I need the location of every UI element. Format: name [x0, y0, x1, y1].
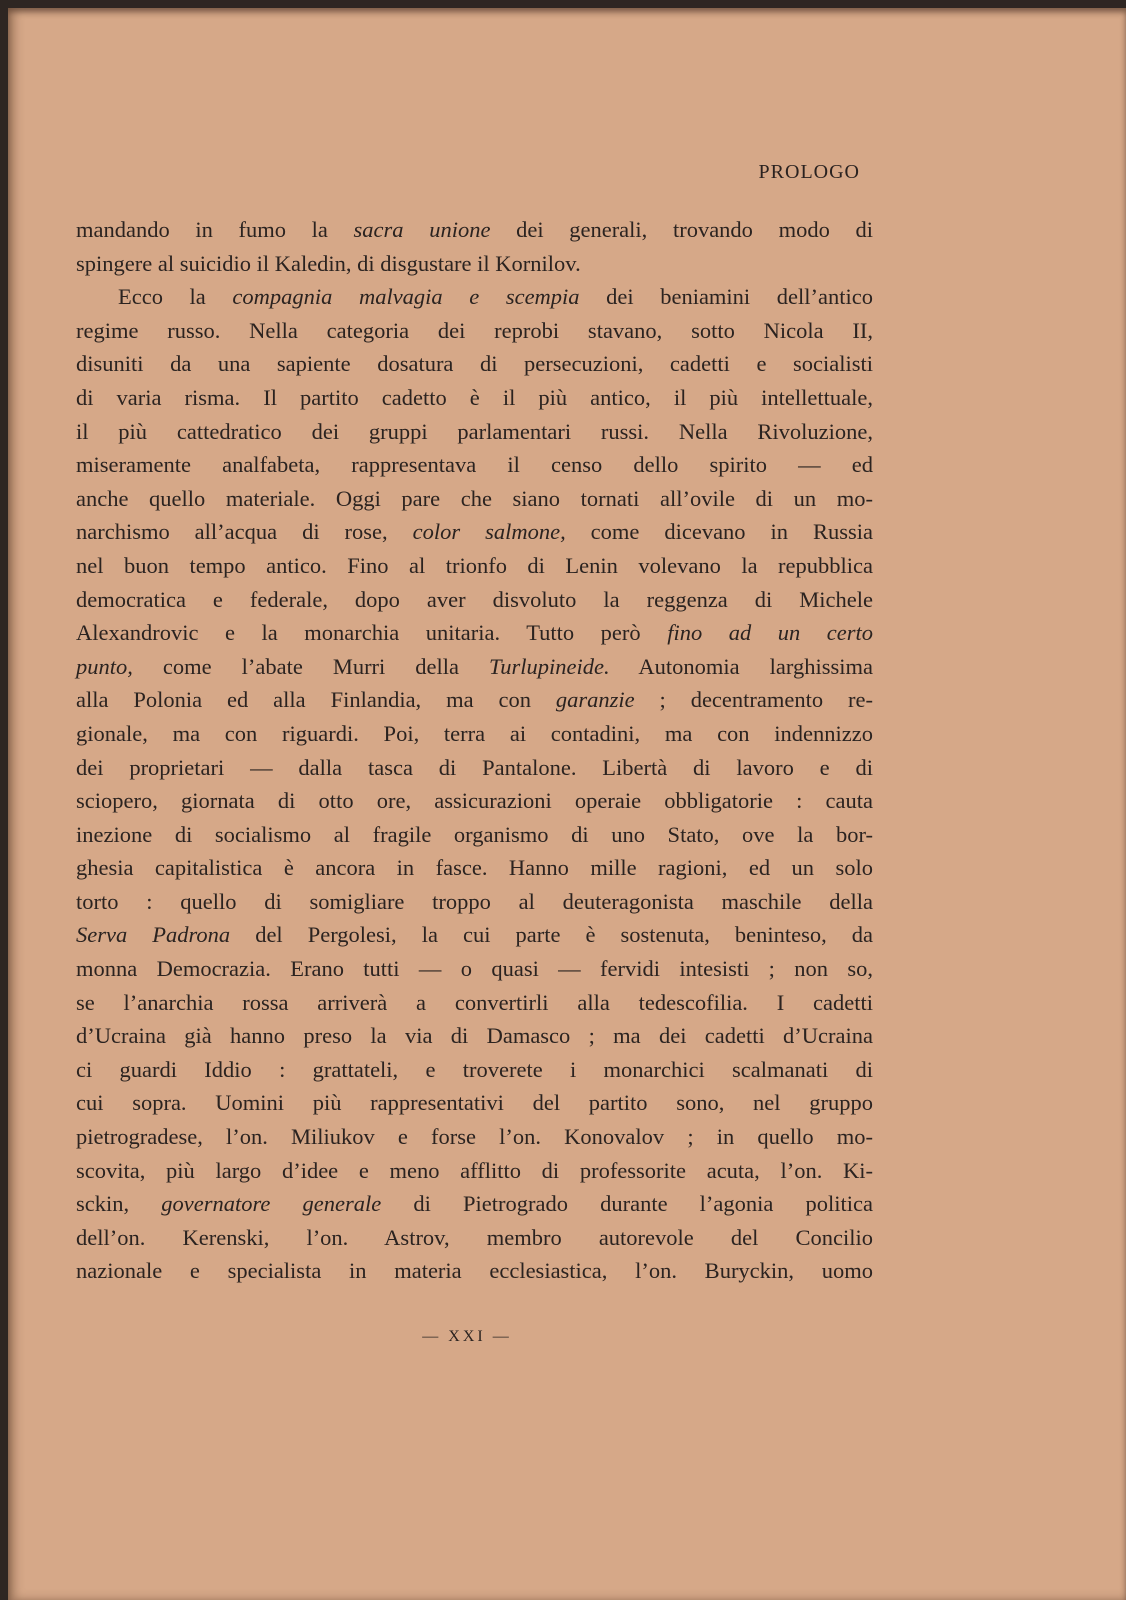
text-run: Ecco la	[118, 284, 233, 310]
text-run: democratica e federale, dopo aver disvoluto la reggenza di Michele	[76, 586, 873, 612]
text-run: torto : quello di somigliare troppo al deuteragonista maschile della	[76, 888, 873, 914]
book-page	[8, 8, 1126, 1600]
text-line	[76, 1154, 873, 1188]
text-line	[76, 347, 873, 381]
text-line	[76, 1086, 873, 1120]
text-line	[76, 784, 873, 818]
text-run: di varia risma. Il partito cadetto è il più antico, il più intellettuale,	[76, 384, 873, 410]
text-line	[76, 448, 873, 482]
italic-phrase: Turlupineide.	[489, 653, 610, 679]
text-line	[76, 683, 873, 717]
text-run: dei beniamini dell’antico	[579, 284, 873, 310]
text-run: nel buon tempo antico. Fino al trionfo di Lenin volevano la repubblica	[76, 552, 873, 578]
text-run: come dicevano in Russia	[565, 519, 873, 545]
text-run: ghesia capitalistica è ancora in fasce. Hanno mille ragioni, ed un solo	[76, 855, 873, 881]
text-line	[76, 381, 873, 415]
text-line	[76, 1187, 873, 1221]
italic-phrase: punto,	[76, 653, 133, 679]
text-line	[76, 986, 873, 1020]
text-run: mandando in fumo la	[76, 217, 354, 242]
text-line	[76, 1120, 873, 1154]
text-run: narchismo all’acqua di rose,	[76, 519, 413, 545]
italic-phrase: sacra unione	[353, 217, 491, 242]
text-run: pietrogradese, l’on. Miliukov e forse l’on. Konovalov ; in quello mo-	[76, 1124, 873, 1150]
text-run: come l’abate Murri della	[132, 653, 490, 679]
text-line	[76, 918, 873, 952]
text-run: Alexandrovic e la monarchia unitaria. Tutto però	[76, 620, 668, 646]
text-line	[76, 1254, 873, 1288]
text-run: monna Democrazia. Erano tutti — o quasi — fervidi intesisti ; non so,	[76, 956, 873, 982]
text-run: anche quello materiale. Oggi pare che siano tornati all’ovile di un mo-	[76, 485, 873, 511]
text-run: scovita, più largo d’idee e meno afflitto di professorite acuta, l’on. Ki-	[76, 1157, 873, 1183]
text-run: di Pietrogrado durante l’agonia politica	[381, 1191, 873, 1217]
text-line	[76, 1019, 873, 1053]
italic-phrase: color salmone,	[412, 519, 566, 545]
text-line	[76, 851, 873, 885]
text-run: miseramente analfabeta, rappresentava il censo dello spirito — ed	[76, 452, 873, 478]
text-line	[76, 616, 873, 650]
text-line	[76, 885, 873, 919]
text-run: dell’on. Kerenski, l’on. Astrov, membro autorevole del Concilio	[76, 1224, 873, 1250]
italic-phrase: compagnia malvagia e scempia	[232, 284, 580, 310]
text-run: dei generali, trovando modo di	[490, 217, 873, 242]
text-run: Autonomia larghissima	[609, 653, 873, 679]
text-line	[76, 583, 873, 617]
text-run: ci guardi Iddio : grattateli, e troverete i monarchici scalmanati di	[76, 1056, 873, 1082]
text-run: ; decentramento re-	[634, 687, 873, 713]
text-line	[76, 247, 873, 281]
text-run: sciopero, giornata di otto ore, assicurazioni operaie obbligatorie : cauta	[76, 788, 873, 814]
body-text	[76, 213, 873, 1288]
text-line	[76, 314, 873, 348]
text-run: gionale, ma con riguardi. Poi, terra ai contadini, ma con indennizzo	[76, 720, 873, 746]
text-line	[76, 650, 873, 684]
text-line	[76, 1221, 873, 1255]
text-run: alla Polonia ed alla Finlandia, ma con	[76, 687, 556, 713]
italic-phrase: governatore generale	[161, 1191, 382, 1217]
page-number: — XXI —	[422, 1328, 512, 1345]
text-line	[76, 415, 873, 449]
italic-phrase: fino ad un certo	[667, 620, 873, 646]
text-line	[76, 515, 873, 549]
text-run: regime russo. Nella categoria dei reprobi stavano, sotto Nicola II,	[76, 317, 873, 343]
text-run: del Pergolesi, la cui parte è sostenuta, beninteso, da	[230, 922, 873, 948]
text-run: disuniti da una sapiente dosatura di persecuzioni, cadetti e socialisti	[76, 351, 873, 377]
text-line	[76, 213, 873, 247]
italic-phrase: garanzie	[555, 687, 635, 713]
text-line	[76, 482, 873, 516]
text-run: inezione di socialismo al fragile organismo di uno Stato, ove la bor-	[76, 821, 873, 847]
running-header: PROLOGO	[758, 161, 860, 183]
italic-phrase: Serva Padrona	[76, 922, 231, 948]
text-run: spingere al suicidio il Kaledin, di disgustare il Kornilov.	[76, 250, 581, 276]
text-line	[76, 952, 873, 986]
text-run: il più cattedratico dei gruppi parlamentari russi. Nella Rivoluzione,	[76, 418, 873, 444]
text-run: sckin,	[76, 1191, 162, 1217]
text-run: nazionale e specialista in materia ecclesiastica, l’on. Buryсkin, uomo	[76, 1258, 873, 1284]
text-line	[76, 280, 873, 314]
text-run: cui sopra. Uomini più rappresentativi del partito sono, nel gruppo	[76, 1090, 873, 1116]
text-line	[76, 751, 873, 785]
text-line	[76, 549, 873, 583]
text-line	[76, 1053, 873, 1087]
text-line	[76, 818, 873, 852]
text-run: dei proprietari — dalla tasca di Pantalone. Libertà di lavoro e di	[76, 754, 873, 780]
text-run: d’Ucraina già hanno preso la via di Damasco ; ma dei cadetti d’Ucraina	[76, 1023, 873, 1049]
text-run: se l’anarchia rossa arriverà a convertirli alla tedescofilia. I cadetti	[76, 989, 873, 1015]
text-line	[76, 717, 873, 751]
